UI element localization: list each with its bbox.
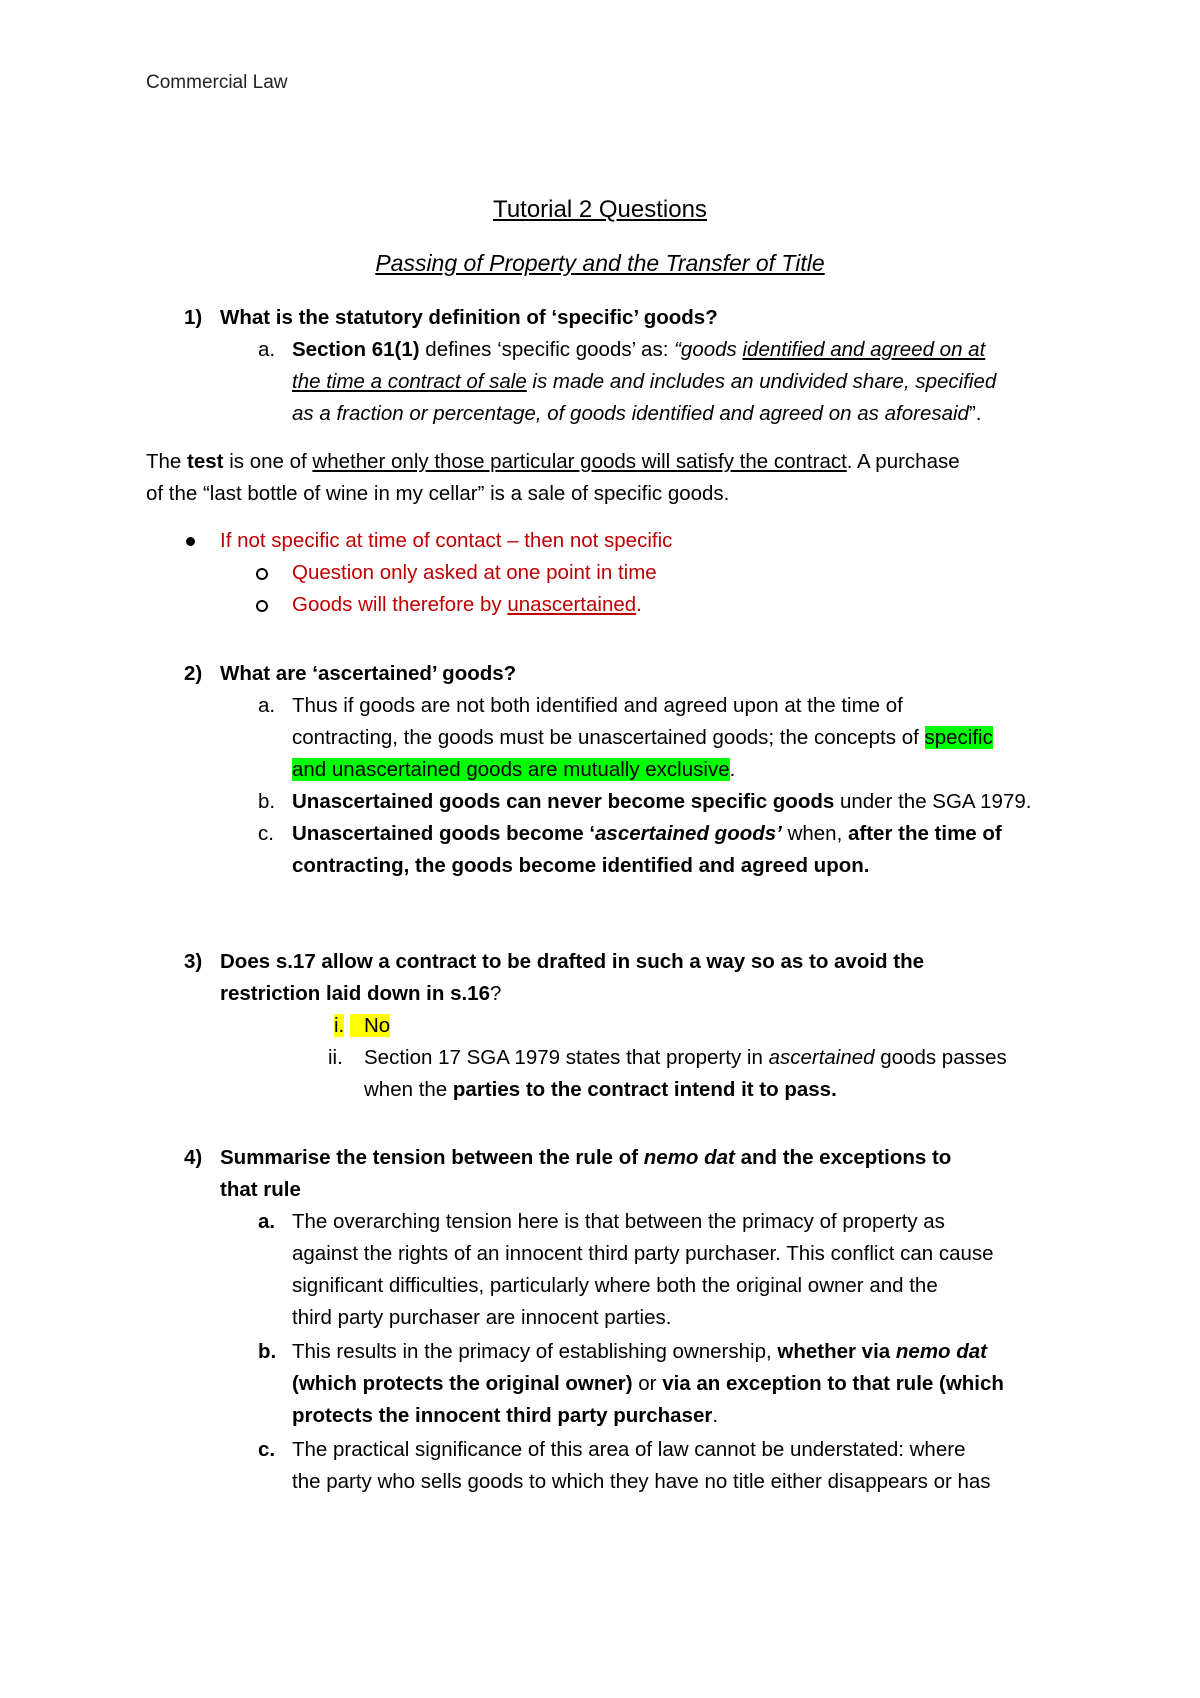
q2-a-marker: a. xyxy=(258,694,276,717)
q4-b-line2 xyxy=(292,1370,1004,1398)
test-line1 xyxy=(146,448,960,476)
q2-c-line1 xyxy=(292,820,1002,848)
test-bold: test xyxy=(187,450,224,473)
test-pre: The xyxy=(146,450,188,473)
q2-text: What are ‘ascertained’ goods? xyxy=(220,662,517,685)
q3-ii-pre: Section 17 SGA 1979 states that property in xyxy=(364,1046,769,1069)
q2-c-bold-italic: ascertained goods’ xyxy=(595,822,782,845)
q4-end: and the exceptions to xyxy=(734,1146,952,1169)
q4-a-marker: a. xyxy=(258,1210,276,1233)
q1-a-line3-text: as a fraction or percentage, of goods identified and agreed on as aforesaid xyxy=(292,402,969,425)
page-subtitle: Passing of Property and the Transfer of Title xyxy=(375,250,825,276)
q2-b-rest: under the SGA 1979. xyxy=(834,790,1032,813)
q1-a-line3-end: ”. xyxy=(968,402,982,425)
q4-b-line2-bold2: via an exception to that rule (which xyxy=(662,1372,1004,1395)
q1-text: What is the statutory definition of ‘specific’ goods? xyxy=(220,306,718,329)
q4-italic: nemo dat xyxy=(643,1146,735,1169)
bullet-dot-icon xyxy=(186,537,195,546)
q3-ii-line1 xyxy=(364,1044,1007,1072)
test-underlined: whether only those particular goods will satisfy the contract xyxy=(312,450,847,473)
q3-ii-line2-pre: when the xyxy=(364,1078,453,1101)
q4-c-marker: c. xyxy=(258,1438,276,1461)
bullet-1: If not specific at time of contact – then not specific xyxy=(220,529,673,552)
q4-b-bold: whether via xyxy=(777,1340,896,1363)
q1-a-underlined: identified and agreed on at xyxy=(742,338,986,361)
q2-c-bold: Unascertained goods become ‘ xyxy=(292,822,596,845)
q1-a-line3 xyxy=(292,400,982,428)
q2-number: 2) xyxy=(184,662,203,685)
q2-c-marker: c. xyxy=(258,822,274,845)
q3-ii-italic: ascertained xyxy=(768,1046,875,1069)
q4-b-bold-italic: nemo dat xyxy=(895,1340,988,1363)
q4-a-line3: significant difficulties, particularly where both the original owner and the xyxy=(292,1274,938,1297)
q4-b-marker: b. xyxy=(258,1340,277,1363)
q2-b-marker: b. xyxy=(258,790,276,813)
q4-b-pre: This results in the primacy of establishing ownership, xyxy=(292,1340,778,1363)
q3-i-marker-text: i. xyxy=(334,1014,345,1037)
q2-c-mid: when, xyxy=(781,822,848,845)
q1-a-line2 xyxy=(292,368,996,396)
q3-i-answer: No xyxy=(350,1014,390,1037)
q2-a-line1: Thus if goods are not both identified and agreed upon at the time of xyxy=(292,694,903,717)
q3-i-marker xyxy=(334,1012,344,1040)
q1-a-section: Section 61(1) xyxy=(292,338,420,361)
q2-c-bold2: after the time of xyxy=(847,822,1002,845)
q3-i-line xyxy=(350,1012,390,1040)
q2-a-line3-end: . xyxy=(729,758,736,781)
q2-b-line xyxy=(292,788,1031,816)
q4-line1 xyxy=(220,1144,951,1172)
q2-b-bold: Unascertained goods can never become specific goods xyxy=(292,790,835,813)
q2-a-highlight2: and unascertained goods are mutually exclusive xyxy=(292,758,730,781)
bullet-ring-icon xyxy=(256,568,268,580)
q1-a-defines: defines ‘specific goods’ as: xyxy=(419,338,675,361)
q1-a-line1 xyxy=(292,336,985,364)
q2-a-line2-pre: contracting, the goods must be unascertained goods; the concepts of xyxy=(292,726,925,749)
q3-bold: restriction laid down in s.16 xyxy=(220,982,490,1005)
q2-a-line2 xyxy=(292,724,993,752)
test-line2: of the “last bottle of wine in my cellar” is a sale of specific goods. xyxy=(146,482,730,505)
q4-b-line1 xyxy=(292,1338,987,1366)
bullet-3-underlined: unascertained xyxy=(507,593,637,616)
q1-a-underlined2: the time a contract of sale xyxy=(292,370,527,393)
q1-a-quote: “goods xyxy=(674,338,743,361)
q2-c-line2: contracting, the goods become identified and agreed upon. xyxy=(292,854,870,877)
bullet-ring-icon xyxy=(256,600,268,612)
q3-ii-end: goods passes xyxy=(874,1046,1007,1069)
test-mid: is one of xyxy=(223,450,313,473)
bullet-3-pre: Goods will therefore by xyxy=(292,593,508,616)
q4-line2: that rule xyxy=(220,1178,301,1201)
q1-a-marker: a. xyxy=(258,338,276,361)
q4-b-line2-bold: (which protects the original owner) xyxy=(292,1372,633,1395)
q3-ii-line2 xyxy=(364,1076,837,1104)
q3-line1: Does s.17 allow a contract to be drafted in such a way so as to avoid the xyxy=(220,950,925,973)
q2-a-highlight: specific xyxy=(924,726,993,749)
q4-b-line2-mid: or xyxy=(632,1372,663,1395)
bullet-3-end: . xyxy=(636,593,642,616)
q4-b-line3-end: . xyxy=(712,1404,719,1427)
q4-b-line3-bold: protects the innocent third party purchaser xyxy=(292,1404,713,1427)
q4-c-line1: The practical significance of this area of law cannot be understated: where xyxy=(292,1438,966,1461)
q4-c-line2: the party who sells goods to which they have no title either disappears or has xyxy=(292,1470,991,1493)
q3-line2 xyxy=(220,980,501,1008)
q4-number: 4) xyxy=(184,1146,203,1169)
q3-number: 3) xyxy=(184,950,203,973)
page-header: Commercial Law xyxy=(146,72,288,93)
bullet-2: Question only asked at one point in time xyxy=(292,561,657,584)
q1-a-line2-rest: is made and includes an undivided share, specified xyxy=(526,370,997,393)
q4-a-line1: The overarching tension here is that between the primacy of property as xyxy=(292,1210,945,1233)
q4-a-line4: third party purchaser are innocent parties. xyxy=(292,1306,672,1329)
page-title: Tutorial 2 Questions xyxy=(493,196,707,223)
q3-ii-marker: ii. xyxy=(328,1046,343,1069)
q4-b-line3 xyxy=(292,1402,718,1430)
test-end: . A purchase xyxy=(846,450,960,473)
q2-a-line3 xyxy=(292,756,735,784)
q4-a-line2: against the rights of an innocent third party purchaser. This conflict can cause xyxy=(292,1242,994,1265)
q3-ii-line2-bold: parties to the contract intend it to pass. xyxy=(452,1078,837,1101)
q4-pre: Summarise the tension between the rule of xyxy=(220,1146,644,1169)
q3-end: ? xyxy=(489,982,502,1005)
bullet-3 xyxy=(292,591,642,619)
q1-number: 1) xyxy=(184,306,203,329)
